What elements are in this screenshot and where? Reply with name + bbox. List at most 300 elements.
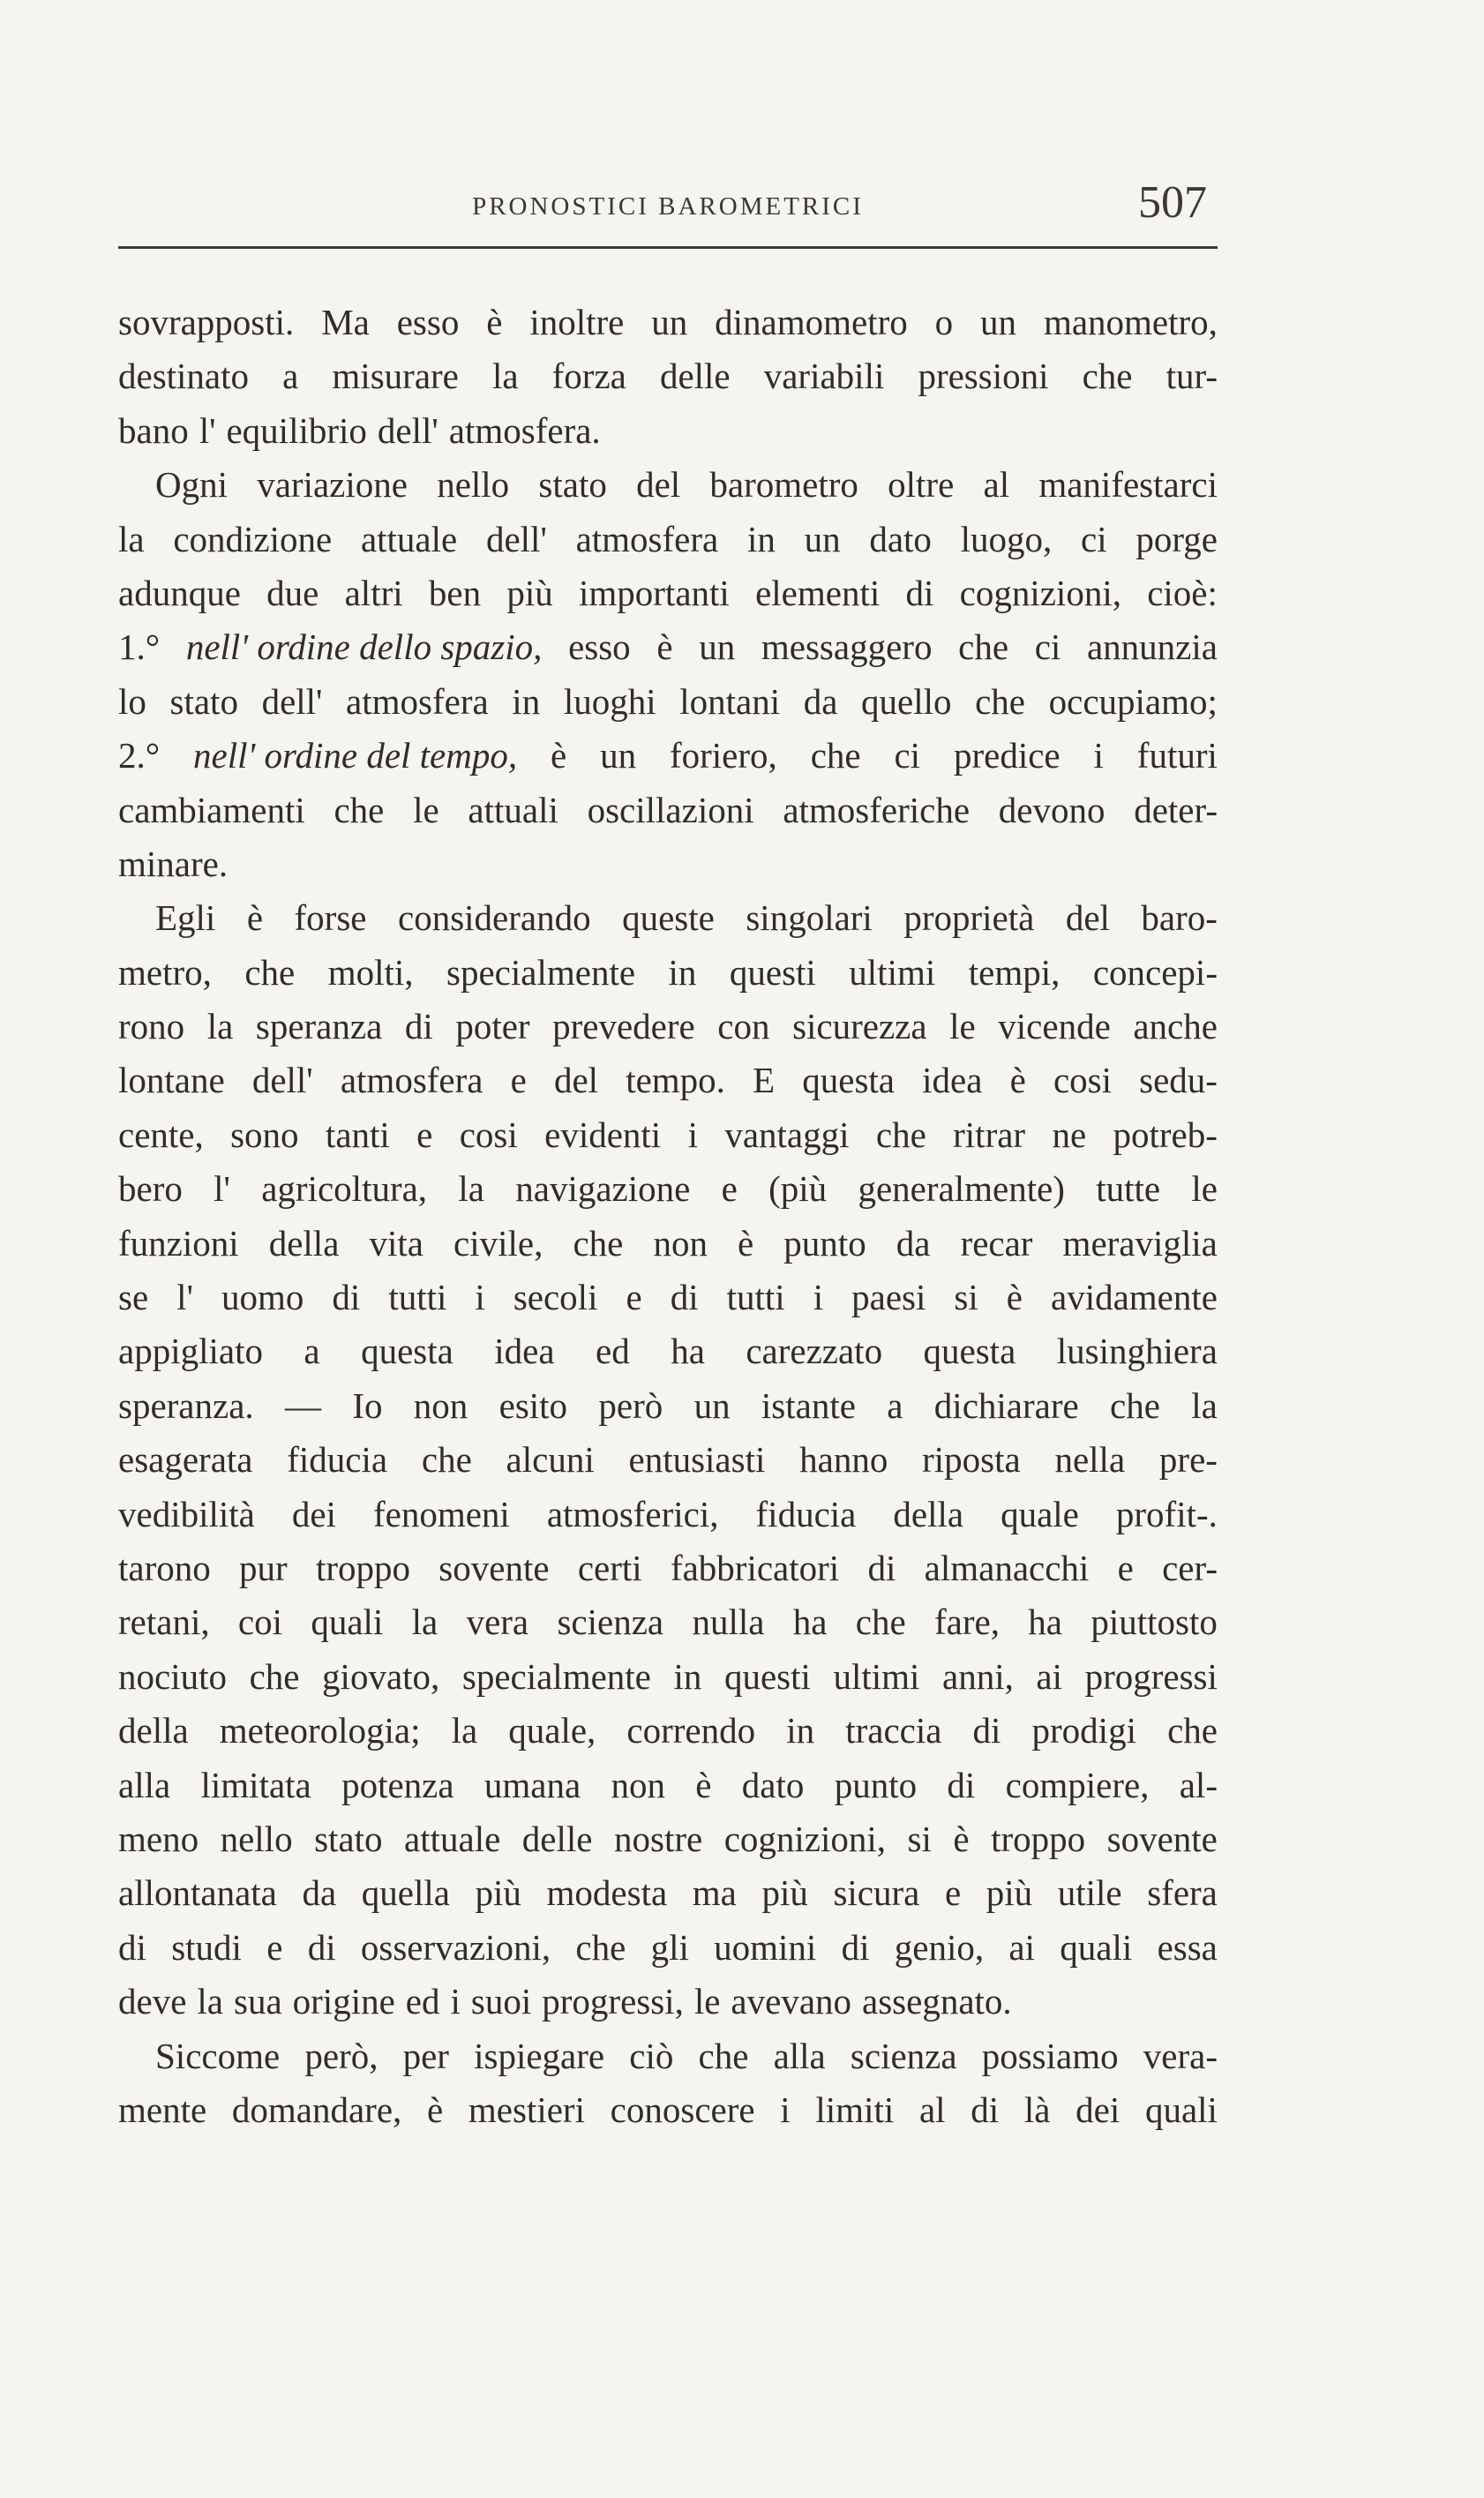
- word: l': [176, 1277, 193, 1318]
- word: coi: [237, 1602, 283, 1643]
- word: correndo: [626, 1710, 756, 1752]
- word: del: [553, 1060, 599, 1101]
- word: manifestarci: [1038, 464, 1218, 506]
- word: le: [413, 789, 439, 830]
- word: un: [980, 302, 1017, 342]
- word: lo: [118, 680, 146, 722]
- word: forza: [551, 356, 626, 397]
- word: è: [953, 1818, 970, 1859]
- word: specialmente: [446, 951, 636, 993]
- word: cioè:: [1147, 572, 1218, 613]
- word: mestieri: [468, 2089, 585, 2130]
- word: però,: [304, 2035, 378, 2076]
- word: quali: [1144, 2089, 1218, 2130]
- word: la: [491, 356, 519, 397]
- word: non: [653, 1222, 708, 1264]
- word: tutti: [388, 1277, 447, 1318]
- word: ne: [1052, 1114, 1087, 1155]
- word: Io: [352, 1384, 383, 1426]
- word: occupiamo;: [1048, 680, 1218, 722]
- word: ed: [405, 1981, 440, 2022]
- text-line: [118, 784, 1218, 837]
- word: con: [717, 1006, 770, 1047]
- text-line: [118, 620, 1218, 674]
- word: pressioni: [918, 356, 1049, 397]
- word: possiamo: [981, 2035, 1119, 2076]
- word: ai: [1008, 1926, 1036, 1968]
- word: in: [512, 680, 541, 722]
- text-line: [118, 837, 1218, 891]
- word: sicura: [833, 1872, 920, 1914]
- word: ma: [692, 1872, 737, 1914]
- word: almanacchi: [924, 1547, 1090, 1588]
- word: è: [738, 1222, 754, 1264]
- word: vera-: [1143, 2035, 1218, 2076]
- word: la: [1191, 1384, 1218, 1426]
- word: dei: [291, 1493, 336, 1534]
- word: le: [1191, 1168, 1218, 1210]
- word: sovrapposti.: [118, 302, 295, 342]
- word: destinato: [118, 356, 250, 397]
- word: messaggero: [761, 626, 933, 668]
- word: le: [693, 1981, 721, 2022]
- text-line: [118, 1108, 1218, 1162]
- word: ci: [1081, 518, 1107, 559]
- word: del: [1065, 897, 1110, 939]
- word: molti,: [327, 951, 414, 993]
- word: sedu-: [1139, 1060, 1218, 1101]
- text-line: [118, 1162, 1218, 1216]
- word: o: [934, 302, 954, 342]
- word: esagerata: [118, 1439, 253, 1481]
- word: funzioni: [118, 1222, 239, 1264]
- word: cognizioni,: [723, 1818, 887, 1859]
- word: civile,: [453, 1222, 543, 1264]
- word: ispiegare: [474, 2035, 605, 2076]
- word: di: [307, 1926, 336, 1968]
- word: foriero,: [669, 735, 777, 776]
- word: a: [282, 356, 299, 397]
- word: questi: [723, 1655, 811, 1697]
- word: e: [944, 1872, 962, 1914]
- word: origine: [292, 1981, 395, 2022]
- word: dei: [1076, 2089, 1120, 2130]
- word: l': [199, 409, 216, 451]
- word: atmosfera.: [448, 409, 601, 451]
- word: specialmente: [461, 1655, 651, 1697]
- word: là: [1023, 2089, 1051, 2130]
- word: lontani: [679, 680, 781, 722]
- text-line: [118, 675, 1218, 729]
- word: assegnato.: [862, 1981, 1012, 2022]
- word: appigliato: [118, 1331, 263, 1372]
- text-line: [118, 1812, 1218, 1866]
- word: di: [670, 1277, 699, 1318]
- word: ha: [1028, 1602, 1062, 1643]
- word: variazione: [257, 464, 408, 506]
- word: più: [506, 572, 553, 613]
- word: punto: [783, 1222, 866, 1264]
- word: di: [971, 2089, 1000, 2130]
- word: che: [810, 735, 861, 776]
- word: deter-: [1134, 789, 1218, 830]
- word: alcuni: [506, 1439, 595, 1481]
- word: misurare: [332, 356, 459, 397]
- word: non: [611, 1764, 665, 1805]
- word: progressi: [1084, 1655, 1218, 1697]
- word: uomini: [714, 1926, 817, 1968]
- word: queste: [622, 897, 715, 939]
- word: dato: [741, 1764, 805, 1805]
- word: che: [421, 1439, 472, 1481]
- word: è: [426, 2089, 444, 2130]
- word: nello: [220, 1818, 293, 1859]
- word: di: [867, 1547, 896, 1588]
- word: bano: [118, 409, 189, 451]
- word: un: [804, 518, 841, 559]
- text-line: [118, 513, 1218, 566]
- word: essa: [1157, 1926, 1218, 1968]
- word: troppo: [991, 1818, 1086, 1859]
- word: importanti: [579, 572, 730, 613]
- word: prevedere: [552, 1006, 695, 1047]
- word: manometro,: [1043, 302, 1218, 342]
- word: fabbricatori: [670, 1547, 840, 1588]
- text-line: [118, 1379, 1218, 1433]
- word: stato: [538, 464, 607, 506]
- word: questi: [729, 951, 816, 993]
- word: dell': [251, 1060, 313, 1101]
- word: genio,: [894, 1926, 985, 1968]
- word: ed: [596, 1331, 630, 1372]
- word: tanti: [325, 1114, 390, 1155]
- text-line: [118, 2029, 1218, 2083]
- word: tempo.: [626, 1060, 725, 1101]
- word: tutte: [1096, 1168, 1161, 1210]
- word: dichiarare: [933, 1384, 1079, 1426]
- word: che: [573, 1222, 624, 1264]
- word: suoi: [470, 1981, 532, 2022]
- word: carezzato: [746, 1331, 883, 1372]
- word: minare.: [118, 843, 229, 884]
- word: riposta: [922, 1439, 1021, 1481]
- word: entusiasti: [628, 1439, 766, 1481]
- word: Siccome: [155, 2035, 281, 2076]
- word: prodigi: [1031, 1710, 1136, 1752]
- word: forse: [294, 897, 367, 939]
- word: predice: [953, 735, 1061, 776]
- word: è: [1009, 1060, 1026, 1101]
- word: vicende: [998, 1006, 1111, 1047]
- word: di: [972, 1710, 1001, 1752]
- word: porge: [1135, 518, 1218, 559]
- word: nostre: [613, 1818, 703, 1859]
- word: cosi: [459, 1114, 518, 1155]
- word: questa: [361, 1331, 453, 1372]
- word: ai: [1036, 1655, 1063, 1697]
- word: da: [302, 1872, 337, 1914]
- word: variabili: [763, 356, 885, 397]
- word: del: [636, 464, 681, 506]
- word: annunzia: [1086, 626, 1218, 668]
- word: evidenti: [544, 1114, 662, 1155]
- text-line: [118, 1595, 1218, 1649]
- word: di: [905, 572, 934, 613]
- text-line: [118, 296, 1218, 349]
- word: che: [1167, 1710, 1218, 1752]
- word: delle: [521, 1818, 593, 1859]
- word: la: [451, 1710, 478, 1752]
- word: fiducia: [287, 1439, 388, 1481]
- word: gli: [650, 1926, 689, 1968]
- word: pre-: [1158, 1439, 1218, 1481]
- word: cente,: [118, 1114, 204, 1155]
- word: nell' ordine dello spazio,: [185, 626, 543, 668]
- word: E: [753, 1060, 776, 1101]
- word: —: [284, 1384, 321, 1426]
- word: attuali: [468, 789, 558, 830]
- word: che: [334, 789, 385, 830]
- word: che: [698, 2035, 749, 2076]
- word: fenomeni: [372, 1493, 510, 1534]
- word: atmosferici,: [546, 1493, 719, 1534]
- word: la: [206, 1006, 234, 1047]
- word: di: [118, 1926, 146, 1968]
- word: baro-: [1141, 897, 1218, 939]
- word: le: [949, 1006, 976, 1047]
- word: ritrar: [953, 1114, 1026, 1155]
- word: ben: [428, 572, 482, 613]
- word: dell': [485, 518, 547, 559]
- word: cognizioni,: [959, 572, 1121, 613]
- word: proprietà: [903, 897, 1035, 939]
- word: ciò: [629, 2035, 674, 2076]
- word: oscillazioni: [587, 789, 754, 830]
- word: equilibrio: [226, 409, 367, 451]
- word: più: [475, 1872, 521, 1914]
- word: di: [404, 1006, 433, 1047]
- word: certi: [577, 1547, 642, 1588]
- text-line: [118, 1000, 1218, 1054]
- word: è: [486, 302, 503, 342]
- word: giovato,: [322, 1655, 440, 1697]
- word: un: [699, 626, 736, 668]
- word: di: [947, 1764, 976, 1805]
- word: è: [551, 735, 567, 776]
- word: cambiamenti: [118, 789, 305, 830]
- word: che: [575, 1926, 626, 1968]
- word: che: [249, 1655, 300, 1697]
- word: nociuto: [118, 1655, 227, 1697]
- word: futuri: [1136, 735, 1218, 776]
- header-rule: [118, 246, 1218, 249]
- word: l': [214, 1168, 230, 1210]
- word: al: [983, 464, 1010, 506]
- word: Ma: [321, 302, 370, 342]
- word: nella: [1054, 1439, 1126, 1481]
- running-head: PRONOSTICI BAROMETRICI: [472, 192, 864, 221]
- word: osservazioni,: [360, 1926, 551, 1968]
- word: quello: [861, 680, 952, 722]
- word: e: [626, 1277, 642, 1318]
- word: due: [266, 572, 319, 613]
- word: che: [244, 951, 296, 993]
- word: studi: [171, 1926, 242, 1968]
- word: meraviglia: [1062, 1222, 1218, 1264]
- word: (più: [768, 1168, 828, 1210]
- word: che: [855, 1602, 906, 1643]
- word: compiere,: [1005, 1764, 1150, 1805]
- word: traccia: [845, 1710, 942, 1752]
- word: i: [1093, 735, 1104, 776]
- word: vera: [466, 1602, 529, 1643]
- word: alla: [118, 1764, 171, 1805]
- word: agricoltura,: [261, 1168, 428, 1210]
- word: oltre: [888, 464, 955, 506]
- word: che: [1110, 1384, 1160, 1426]
- word: lusinghiera: [1056, 1331, 1218, 1372]
- text-line: [118, 1488, 1218, 1542]
- word: a: [887, 1384, 903, 1426]
- word: istante: [761, 1384, 856, 1426]
- word: in: [668, 951, 697, 993]
- word: umana: [483, 1764, 581, 1805]
- word: paesi: [851, 1277, 926, 1318]
- word: atmosferiche: [783, 789, 971, 830]
- word: vita: [369, 1222, 423, 1264]
- word: retani,: [118, 1602, 210, 1643]
- word: attuale: [360, 518, 458, 559]
- word: però: [598, 1384, 663, 1426]
- word: i: [450, 1981, 461, 2022]
- word: dinamometro: [715, 302, 908, 342]
- text-line: [118, 566, 1218, 620]
- word: altri: [344, 572, 403, 613]
- word: sfera: [1147, 1872, 1218, 1914]
- body-text: [118, 296, 1218, 2137]
- word: secoli: [513, 1277, 598, 1318]
- word: è: [695, 1764, 712, 1805]
- word: e: [510, 1060, 527, 1101]
- word: che: [975, 680, 1026, 722]
- text-line: [118, 2083, 1218, 2137]
- word: uomo: [221, 1277, 304, 1318]
- word: utile: [1057, 1872, 1122, 1914]
- word: cer-: [1162, 1547, 1218, 1588]
- word: esito: [498, 1384, 568, 1426]
- text-line: [118, 891, 1218, 945]
- word: e: [1117, 1547, 1134, 1588]
- word: sua: [234, 1981, 282, 2022]
- word: elementi: [755, 572, 881, 613]
- text-line: [118, 1921, 1218, 1975]
- word: recar: [960, 1222, 1033, 1264]
- word: se: [118, 1277, 149, 1318]
- word: deve: [118, 1981, 187, 2022]
- word: di: [332, 1277, 361, 1318]
- word: potenza: [341, 1764, 454, 1805]
- word: ci: [1034, 626, 1061, 668]
- word: piuttosto: [1091, 1602, 1218, 1643]
- word: 2.°: [118, 735, 161, 776]
- text-line: [118, 404, 1218, 458]
- word: un: [693, 1384, 731, 1426]
- word: questa: [923, 1331, 1016, 1372]
- word: e: [266, 1926, 283, 1968]
- word: potreb-: [1113, 1114, 1218, 1155]
- word: si: [907, 1818, 932, 1859]
- word: tur-: [1165, 356, 1218, 397]
- word: al-: [1179, 1764, 1218, 1805]
- word: speranza.: [118, 1384, 254, 1426]
- text-line: [118, 729, 1218, 783]
- text-line: [118, 1975, 1218, 2029]
- word: si: [954, 1277, 978, 1318]
- text-line: [118, 1542, 1218, 1595]
- word: ci: [894, 735, 921, 776]
- word: è: [656, 626, 673, 668]
- word: in: [786, 1710, 815, 1752]
- word: la: [411, 1602, 438, 1643]
- word: è: [246, 897, 264, 939]
- word: considerando: [398, 897, 591, 939]
- page-header: [118, 176, 1218, 229]
- word: nello: [437, 464, 510, 506]
- word: e: [721, 1168, 738, 1210]
- word: rono: [118, 1006, 185, 1047]
- word: profit-.: [1115, 1493, 1218, 1534]
- word: poter: [455, 1006, 530, 1047]
- text-line: [118, 1759, 1218, 1812]
- text-line: [118, 1866, 1218, 1920]
- word: domandare,: [231, 2089, 402, 2130]
- word: avevano: [731, 1981, 852, 2022]
- word: progressi,: [542, 1981, 684, 2022]
- word: che: [875, 1114, 926, 1155]
- word: dell': [377, 409, 438, 451]
- word: anni,: [942, 1655, 1014, 1697]
- word: scienza: [850, 2035, 957, 2076]
- word: in: [746, 518, 776, 559]
- word: quale,: [508, 1710, 596, 1752]
- word: vantaggi: [724, 1114, 850, 1155]
- word: attuale: [404, 1818, 501, 1859]
- word: allontanata: [118, 1872, 277, 1914]
- word: quella: [361, 1872, 450, 1914]
- word: non: [413, 1384, 468, 1426]
- word: condizione: [173, 518, 333, 559]
- word: ultimi: [849, 951, 936, 993]
- word: ultimi: [833, 1655, 920, 1697]
- word: la: [458, 1168, 484, 1210]
- word: atmosfera: [346, 680, 489, 722]
- word: un: [651, 302, 688, 342]
- word: speranza: [255, 1006, 383, 1047]
- word: della: [893, 1493, 964, 1534]
- word: vedibilità: [118, 1493, 255, 1534]
- word: metro,: [118, 951, 212, 993]
- text-line: [118, 1054, 1218, 1107]
- word: Egli: [155, 897, 216, 939]
- word: fiducia: [755, 1493, 857, 1534]
- word: la: [197, 1981, 223, 2022]
- word: da: [896, 1222, 931, 1264]
- word: concepi-: [1092, 951, 1218, 993]
- word: i: [780, 2089, 791, 2130]
- word: navigazione: [515, 1168, 691, 1210]
- text-line: [118, 1271, 1218, 1324]
- word: al: [918, 2089, 946, 2130]
